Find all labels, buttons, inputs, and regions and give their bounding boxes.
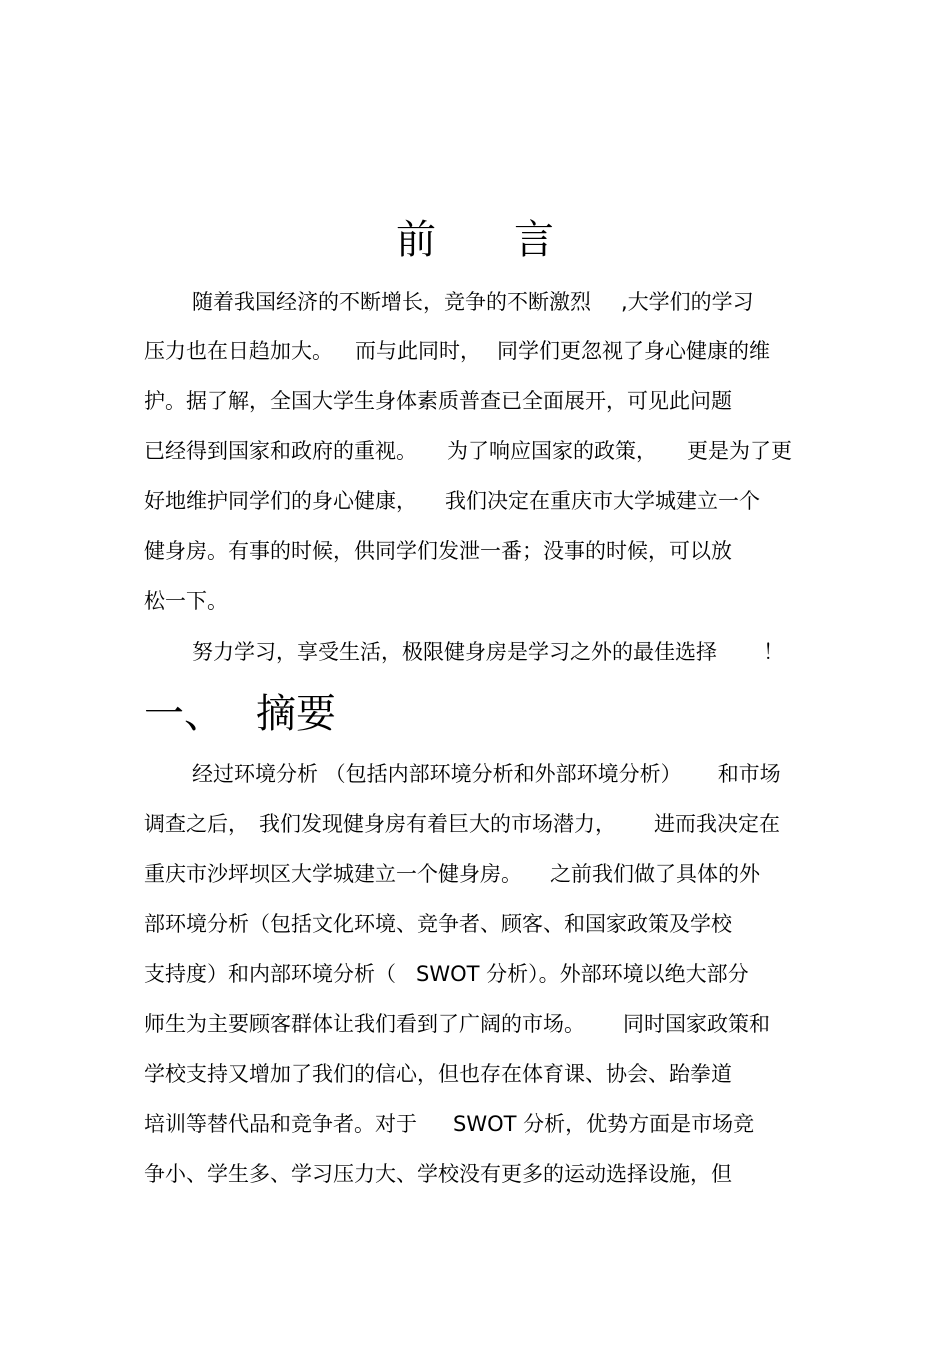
- abstract-heading-number: 一、: [144, 691, 224, 737]
- preface-title-char-1: 前: [396, 217, 436, 263]
- preface-line-7: 松一下。: [144, 589, 228, 613]
- abstract-line-2: 调查之后， 我们发现健身房有着巨大的市场潜力， 进而我决定在: [144, 812, 780, 836]
- preface-line-3: 护。据了解，全国大学生身体素质普查已全面展开，可见此问题: [144, 389, 732, 413]
- preface-title: [0, 212, 950, 268]
- abstract-heading-title: 摘要: [256, 691, 336, 737]
- preface-closing-line: 努力学习，享受生活，极限健身房是学习之外的最佳选择 ！: [192, 640, 784, 664]
- preface-line-6: 健身房。有事的时候，供同学们发泄一番；没事的时候，可以放: [144, 539, 732, 563]
- abstract-line-7: 学校支持又增加了我们的信心，但也存在体育课、协会、跆拳道: [144, 1062, 732, 1086]
- abstract-line-4: 部环境分析（包括文化环境、竞争者、顾客、和国家政策及学校: [144, 912, 732, 936]
- abstract-line-9: 争小、学生多、学习压力大、学校没有更多的运动选择设施，但: [144, 1162, 732, 1186]
- preface-line-1: 随着我国经济的不断增长，竞争的不断激烈 ,大学们的学习: [192, 290, 754, 314]
- preface-line-4: 已经得到国家和政府的重视。 为了响应国家的政策， 更是为了更: [144, 439, 792, 463]
- abstract-line-3: 重庆市沙坪坝区大学城建立一个健身房。 之前我们做了具体的外: [144, 862, 760, 886]
- preface-title-char-2: 言: [514, 217, 554, 263]
- preface-line-5: 好地维护同学们的身心健康， 我们决定在重庆市大学城建立一个: [144, 489, 760, 513]
- abstract-line-8: 培训等替代品和竞争者。对于 SWOT 分析，优势方面是市场竞: [144, 1112, 755, 1136]
- preface-line-2: 压力也在日趋加大。 而与此同时， 同学们更忽视了身心健康的维: [144, 339, 770, 363]
- abstract-line-1: 经过环境分析 （包括内部环境分析和外部环境分析） 和市场: [192, 762, 781, 786]
- abstract-heading: [144, 686, 336, 742]
- abstract-line-5: 支持度）和内部环境分析（ SWOT 分析）。外部环境以绝大部分: [144, 962, 749, 986]
- abstract-line-6: 师生为主要顾客群体让我们看到了广阔的市场。 同时国家政策和: [144, 1012, 770, 1036]
